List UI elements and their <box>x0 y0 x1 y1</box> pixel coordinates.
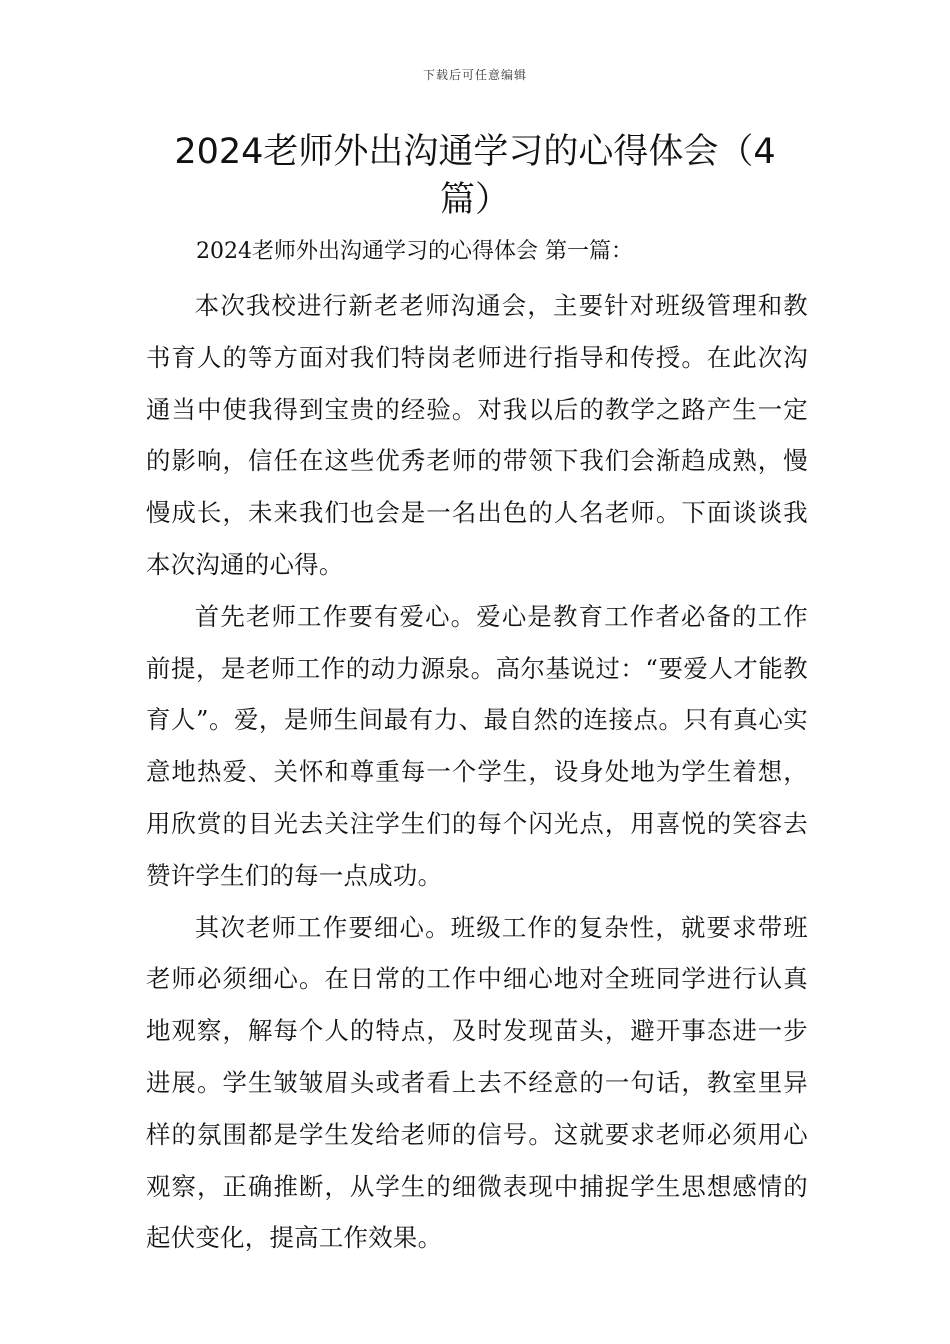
paragraph-love: 首先老师工作要有爱心。爱心是教育工作者必备的工作前提，是老师工作的动力源泉。高尔基说过：“要爱人才能教育人”。爱，是师生间最有力、最自然的连接点。只有真心实意地热爱、关怀和尊重每一个学生，设身处地为学生着想，用欣赏的目光去关注学生们的每个闪光点，用喜悦的笑容去赞许学生们的每一点成功。 <box>146 601 808 890</box>
document-body <box>146 228 808 1264</box>
section-heading: 2024老师外出沟通学习的心得体会 第一篇： <box>196 239 633 264</box>
header-note: 下载后可任意编辑 <box>422 68 527 82</box>
paragraph-care: 其次老师工作要细心。班级工作的复杂性，就要求带班老师必须细心。在日常的工作中细心地对全班同学进行认真地观察，解每个人的特点，及时发现苗头，避开事态进一步进展。学生皱皱眉头或者看上去不经意的一句话，教室里异样的氛围都是学生发给老师的信号。这就要求老师必须用心观察，正确推断，从学生的细微表现中捕捉学生思想感情的起伏变化，提高工作效果。 <box>146 912 808 1253</box>
document-title: 2024老师外出沟通学习的心得体会（4篇） <box>174 132 776 220</box>
paragraph-intro: 本次我校进行新老老师沟通会，主要针对班级管理和教书育人的等方面对我们特岗老师进行指导和传授。在此次沟通当中使我得到宝贵的经验。对我以后的教学之路产生一定的影响，信任在这些优秀老师的带领下我们会渐趋成熟，慢慢成长，未来我们也会是一名出色的人名老师。下面谈谈我本次沟通的心得。 <box>146 291 808 579</box>
